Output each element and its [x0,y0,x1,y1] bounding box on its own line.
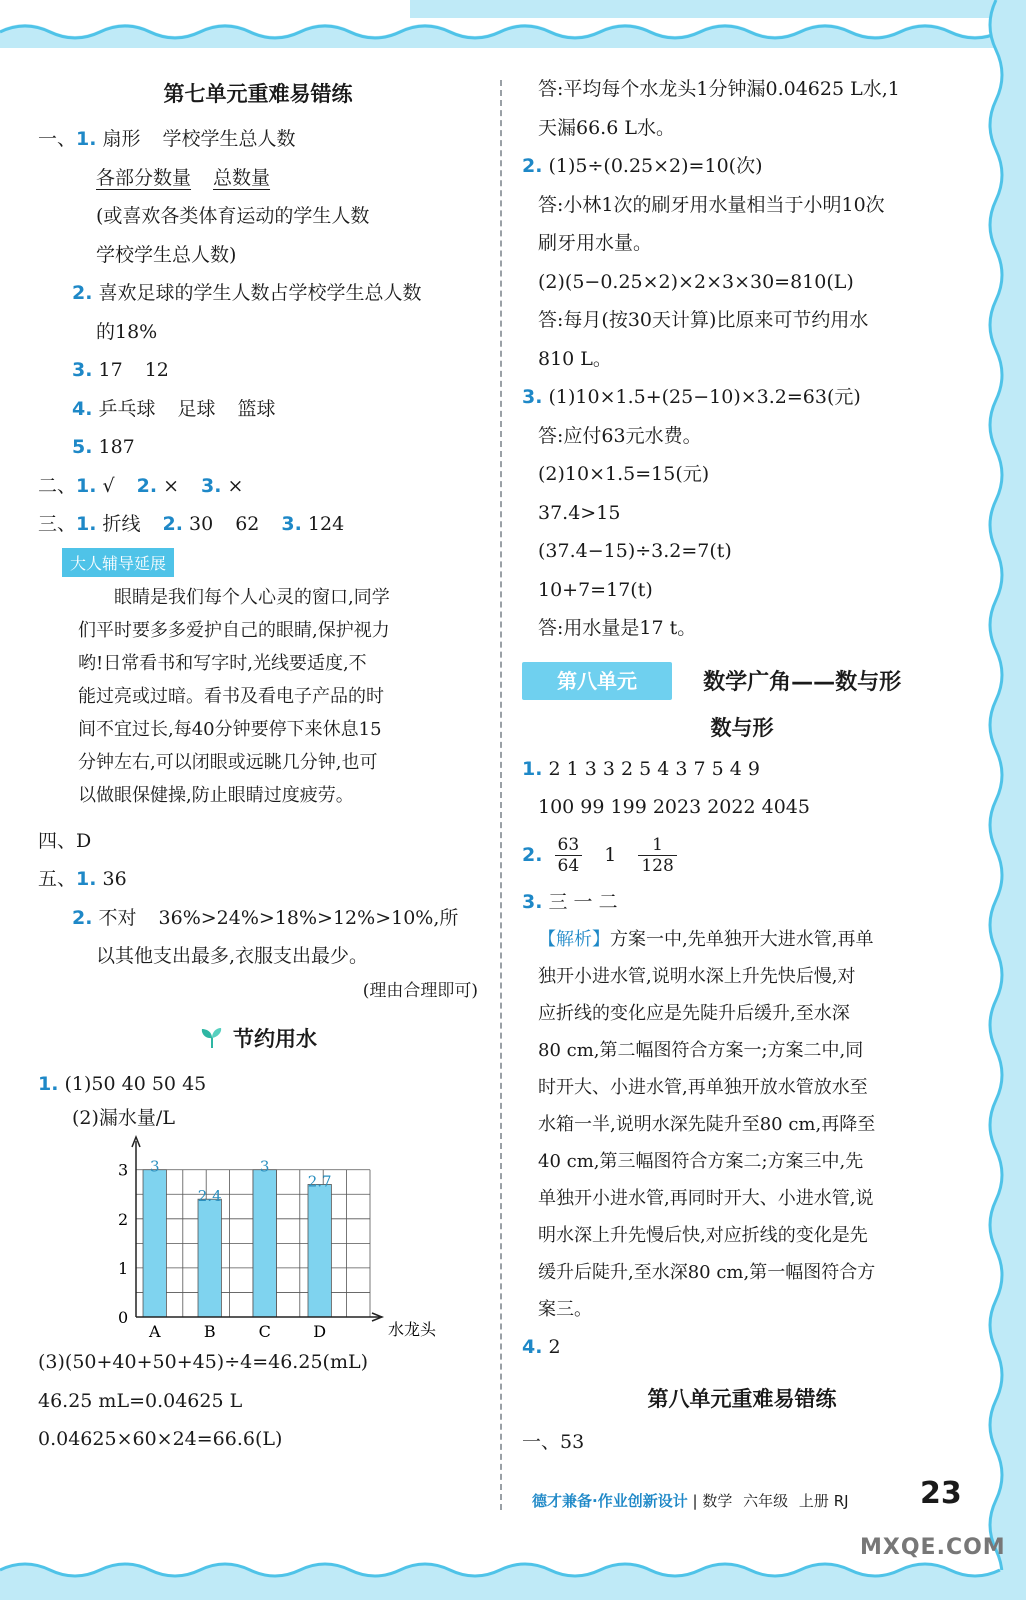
s1-row2: 100 99 199 2023 2022 4045 [538,796,810,818]
unit8-review-title: 第八单元重难易错练 [647,1386,837,1411]
sec1-q2: 2. 喜欢足球的学生人数占学校学生总人数 [72,282,422,304]
s1-row1: 1. 2 1 3 3 2 5 4 3 7 5 4 9 [522,757,760,780]
bar-B [198,1199,221,1317]
column-divider [500,80,502,1510]
x-axis-label: 水龙头 [388,1320,437,1339]
brand-name: 德才兼备·作业创新设计 [532,1492,688,1510]
sec1-q1: 一、1. 扇形 学校学生总人数 [38,128,296,150]
x-tick-label: D [313,1322,327,1341]
water-q1-part2: (2)漏水量/L [72,1107,175,1129]
leak-bar-chart [58,1133,478,1343]
bar-C [253,1170,276,1317]
sec1-q3: 3. 17 12 [72,359,169,381]
water-q1-part3: (3)(50+40+50+45)÷4=46.25(mL) [38,1351,368,1373]
water-q3-answer2: 答:用水量是17 t。 [538,617,697,639]
fraction-1-128: $\frac{1}{128}$ [638,835,676,876]
water-q2-part1: 2. (1)5÷(0.25×2)=10(次) [522,155,763,177]
bar-A [143,1170,166,1317]
water-q1-step2: 46.25 mL=0.04625 L [38,1389,243,1412]
y-tick-label: 1 [118,1258,129,1278]
parent-tip-text: 眼睛是我们每个人心灵的窗口,同学 们平时要多多爱护自己的眼睛,保护视力 哟!日常看书和写字时,光线要适度,不 能过亮或过暗。看书及看电子产品的时 间不宜过长,每40分钟要停下来休息15 分钟左右,可以闭眼或远眺几分钟,也可 以做眼保健操,防止眼睛过度疲劳。 [78,586,390,806]
unit8-title: 数学广角——数与形 [703,670,902,695]
fraction-63-64: $\frac{63}{64}$ [555,835,583,876]
sec5-q2-cont: 以其他支出最多,衣服支出最少。 [96,945,369,967]
analysis-tag: 【解析】 [538,929,610,950]
water-q3-part1: 3. (1)10×1.5+(25−10)×3.2=63(元) [522,386,861,408]
sec1-q1-underlined: 各部分数量 总数量 [96,166,271,189]
water-q2-answer2-cont: 810 L。 [538,347,612,370]
watermark: MXQE.COM [860,1535,1006,1560]
water-q3-part2: (2)10×1.5=15(元) [538,463,710,485]
x-tick-label: A [148,1322,161,1341]
water-q1-step3: 0.04625×60×24=66.6(L) [38,1428,283,1450]
water-q1-part1: 1. (1)50 40 50 45 [38,1072,207,1095]
unit8-badge: 第八单元 [522,662,672,700]
sec1-q1-alt: (或喜欢各类体育运动的学生人数 [96,205,370,227]
bar-chart-svg [58,1133,478,1343]
bar-D [308,1184,331,1317]
right-wave-border [966,0,1026,1600]
parent-tip-badge: 大人辅导延展 [62,548,174,577]
s4-answer: 4. 2 [522,1336,561,1358]
sec5-note: (理由合理即可) [362,980,478,1001]
bar-value-label: 3 [259,1157,270,1176]
unit8-header [522,662,962,700]
sec1-q4: 4. 乒乓球 足球 篮球 [72,397,276,420]
s3-answer: 3. 三 一 二 [522,890,618,913]
y-tick-label: 2 [118,1209,129,1229]
water-q2-part2: (2)(5−0.25×2)×2×3×30=810(L) [538,270,854,293]
sec1-q5: 5. 187 [72,436,135,458]
bar-value-label: 2.4 [197,1187,222,1206]
footer: 德才兼备·作业创新设计 | 数学 六年级 上册 RJ [532,1492,849,1510]
top-wave-border [0,0,1026,60]
water-q2-answer1: 答:小林1次的刷牙用水量相当于小明10次 [538,193,885,216]
right-column [522,70,962,1461]
water-q3-answer1: 答:应付63元水费。 [538,424,702,447]
sec1-q2-cont: 的18% [96,320,158,343]
left-column [38,70,478,1459]
sprout-icon [199,1027,225,1049]
water-q3-sum: 10+7=17(t) [538,578,653,601]
sec3-answers: 三、1. 折线 2. 30 62 3. 124 [38,513,345,535]
numbers-shapes-title: 数与形 [710,715,774,740]
unit8-review-answer: 一、53 [522,1430,585,1453]
water-q3-step: (37.4−15)÷3.2=7(t) [538,540,732,562]
s2-fractions: 2. $\frac{63}{64}$ 1 $\frac{1}{128}$ [522,827,962,883]
sec5-q2: 2. 不对 36%>24%>18%>12%>10%,所 [72,906,459,929]
y-tick-label: 0 [118,1308,129,1327]
y-tick-label: 3 [118,1160,129,1180]
bar-value-label: 3 [149,1157,160,1176]
sec1-q1-alt2: 学校学生总人数) [96,243,237,266]
page-number: 23 [920,1476,962,1511]
bar-value-label: 2.7 [307,1172,332,1191]
s3-analysis: 【解析】方案一中,先单独开大进水管,再单 独开小进水管,说明水深上升先快后慢,对 应折线的变化应是先陡升后缓升,至水深 80 cm,第二幅图符合方案一;方案二中,同 时开大、小进水管,再单独开放水管放水至 水箱一半,说明水深先陡升至80 cm,再降至 40 cm,第三幅图符合方案二;方案三中,先 单独开小进水管,再同时开大、小进水管,说 明水深上升先慢后快,对应折线的变化是先 缓升后陡升,至水深80 cm,第一幅图符合方 案三。 [538,929,876,1320]
water-q2-answer2: 答:每月(按30天计算)比原来可节约用水 [538,309,869,331]
x-tick-label: C [258,1322,271,1341]
sec4-answer: 四、D [38,829,92,852]
water-q1-answer: 答:平均每个水龙头1分钟漏0.04625 L水,1 [538,78,900,100]
water-q1-answer-cont: 天漏66.6 L水。 [538,116,675,139]
unit7-review-title: 第七单元重难易错练 [163,82,353,106]
sec5-q1: 五、1. 36 [38,868,127,890]
water-q3-compare: 37.4>15 [538,501,621,524]
water-q2-answer1-cont: 刷牙用水量。 [538,232,653,254]
sec2-answers: 二、1. √ 2. × 3. × [38,474,244,497]
x-tick-label: B [203,1322,216,1341]
water-saving-title: 节约用水 [38,1023,478,1053]
